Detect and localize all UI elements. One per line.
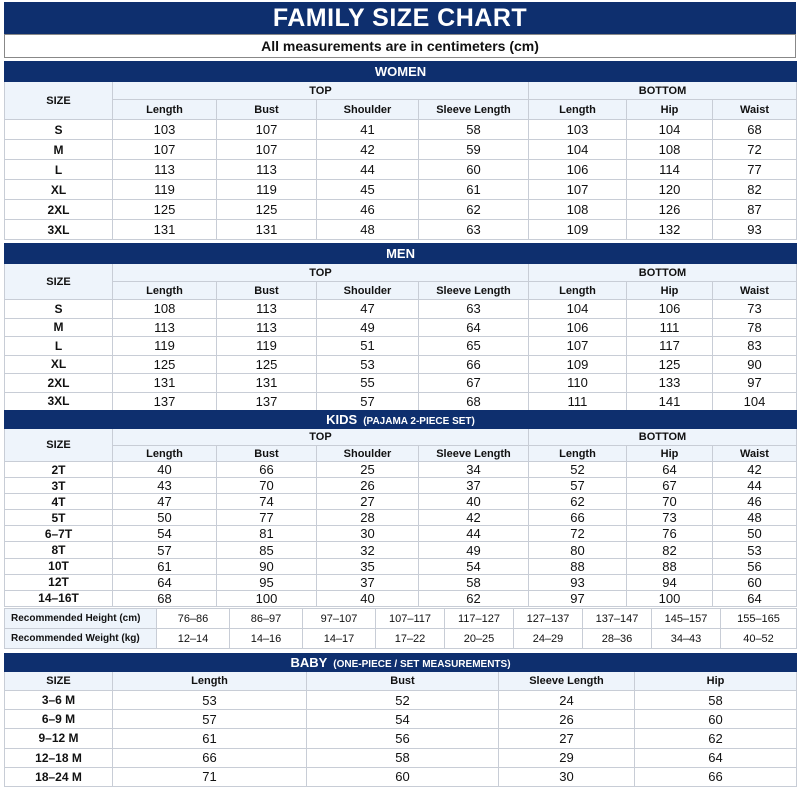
measurement-cell: 107 xyxy=(217,120,317,140)
table-row xyxy=(5,392,797,411)
recommended-label: Recommended Height (cm) xyxy=(5,609,157,629)
women-size-table xyxy=(4,61,797,240)
size-column-header: SIZE xyxy=(5,429,113,462)
measurement-cell: 62 xyxy=(635,729,797,748)
measurement-cell: 87 xyxy=(713,200,797,220)
measurement-cell: 45 xyxy=(317,180,419,200)
kids-heading-note: (PAJAMA 2-PIECE SET) xyxy=(363,416,475,427)
measurement-cell: 103 xyxy=(113,120,217,140)
measurement-cell: 30 xyxy=(499,767,635,786)
measurement-cell: 131 xyxy=(113,220,217,240)
column-header: Bust xyxy=(217,446,317,462)
measurement-cell: 34 xyxy=(419,462,529,478)
column-header: Hip xyxy=(627,446,713,462)
kids-heading xyxy=(5,411,797,429)
measurement-cell: 104 xyxy=(713,392,797,411)
measurement-cell: 109 xyxy=(529,355,627,374)
men-heading: MEN xyxy=(5,244,797,264)
table-row xyxy=(5,510,797,526)
table-row xyxy=(5,767,797,786)
size-cell: L xyxy=(5,337,113,356)
size-cell: 3XL xyxy=(5,392,113,411)
measurement-cell: 107 xyxy=(113,140,217,160)
measurement-cell: 59 xyxy=(419,140,529,160)
measurement-cell: 27 xyxy=(499,729,635,748)
measurement-cell: 49 xyxy=(419,542,529,558)
table-row xyxy=(5,355,797,374)
recommended-label: Recommended Weight (kg) xyxy=(5,629,157,649)
measurement-cell: 93 xyxy=(713,220,797,240)
measurement-cell: 61 xyxy=(113,558,217,574)
measurement-cell: 40 xyxy=(113,462,217,478)
table-row xyxy=(5,590,797,606)
measurement-cell: 133 xyxy=(627,374,713,393)
column-header: Length xyxy=(113,282,217,300)
measurement-cell: 49 xyxy=(317,318,419,337)
column-header: Bust xyxy=(217,100,317,120)
measurement-cell: 72 xyxy=(713,140,797,160)
measurement-cell: 51 xyxy=(317,337,419,356)
chart-title: FAMILY SIZE CHART xyxy=(4,2,796,34)
measurement-cell: 81 xyxy=(217,526,317,542)
size-cell: 10T xyxy=(5,558,113,574)
measurement-cell: 64 xyxy=(713,590,797,606)
measurement-cell: 85 xyxy=(217,542,317,558)
measurement-cell: 77 xyxy=(713,160,797,180)
column-header: Waist xyxy=(713,282,797,300)
measurement-cell: 73 xyxy=(627,510,713,526)
size-cell: M xyxy=(5,318,113,337)
measurement-cell: 113 xyxy=(217,318,317,337)
size-cell: 8T xyxy=(5,542,113,558)
measurement-cell: 50 xyxy=(713,526,797,542)
table-row xyxy=(5,140,797,160)
table-row xyxy=(5,318,797,337)
measurement-cell: 111 xyxy=(529,392,627,411)
measurement-cell: 67 xyxy=(627,478,713,494)
table-row xyxy=(5,220,797,240)
column-header: Length xyxy=(113,446,217,462)
measurement-cell: 90 xyxy=(217,558,317,574)
measurement-cell: 68 xyxy=(713,120,797,140)
size-column-header: SIZE xyxy=(5,672,113,691)
measurement-cell: 66 xyxy=(113,748,307,767)
measurement-cell: 63 xyxy=(419,300,529,319)
recommended-value: 107–117 xyxy=(376,609,445,629)
measurement-cell: 108 xyxy=(529,200,627,220)
measurement-cell: 30 xyxy=(317,526,419,542)
recommended-value: 86–97 xyxy=(230,609,303,629)
measurement-cell: 42 xyxy=(419,510,529,526)
recommended-value: 40–52 xyxy=(721,629,797,649)
measurement-cell: 42 xyxy=(317,140,419,160)
table-row xyxy=(5,200,797,220)
size-cell: XL xyxy=(5,180,113,200)
top-group-header: TOP xyxy=(113,264,529,282)
size-cell: 12T xyxy=(5,574,113,590)
measurement-cell: 73 xyxy=(713,300,797,319)
measurement-cell: 60 xyxy=(419,160,529,180)
measurement-cell: 53 xyxy=(317,355,419,374)
measurement-cell: 57 xyxy=(317,392,419,411)
measurement-cell: 125 xyxy=(217,355,317,374)
measurement-cell: 25 xyxy=(317,462,419,478)
column-header-row xyxy=(5,446,797,462)
baby-size-table xyxy=(4,653,797,787)
measurement-cell: 54 xyxy=(113,526,217,542)
measurement-cell: 107 xyxy=(529,337,627,356)
column-header: Hip xyxy=(635,672,797,691)
measurement-cell: 57 xyxy=(113,710,307,729)
recommended-value: 155–165 xyxy=(721,609,797,629)
measurement-cell: 71 xyxy=(113,767,307,786)
measurement-cell: 132 xyxy=(627,220,713,240)
recommended-value: 28–36 xyxy=(583,629,652,649)
size-cell: 6–7T xyxy=(5,526,113,542)
measurement-cell: 26 xyxy=(499,710,635,729)
measurement-cell: 66 xyxy=(635,767,797,786)
size-cell: 12–18 M xyxy=(5,748,113,767)
measurement-cell: 58 xyxy=(419,120,529,140)
column-header: Length xyxy=(113,672,307,691)
recommended-value: 24–29 xyxy=(514,629,583,649)
size-cell: XL xyxy=(5,355,113,374)
measurement-cell: 44 xyxy=(317,160,419,180)
measurement-cell: 47 xyxy=(113,494,217,510)
size-cell: 18–24 M xyxy=(5,767,113,786)
column-header: Waist xyxy=(713,446,797,462)
recommended-value: 117–127 xyxy=(445,609,514,629)
measurement-cell: 77 xyxy=(217,510,317,526)
measurement-cell: 66 xyxy=(419,355,529,374)
size-cell: 3–6 M xyxy=(5,691,113,710)
top-group-header: TOP xyxy=(113,429,529,446)
measurement-cell: 66 xyxy=(529,510,627,526)
measurement-cell: 62 xyxy=(529,494,627,510)
measurement-cell: 97 xyxy=(529,590,627,606)
measurement-cell: 61 xyxy=(419,180,529,200)
measurement-cell: 113 xyxy=(217,300,317,319)
size-cell: S xyxy=(5,300,113,319)
measurement-cell: 113 xyxy=(113,318,217,337)
table-row xyxy=(5,558,797,574)
table-row xyxy=(5,120,797,140)
measurement-cell: 104 xyxy=(529,300,627,319)
baby-heading xyxy=(5,654,797,672)
top-group-header: TOP xyxy=(113,82,529,100)
column-header: Hip xyxy=(627,100,713,120)
size-column-header: SIZE xyxy=(5,82,113,120)
size-cell: 2XL xyxy=(5,200,113,220)
measurement-cell: 106 xyxy=(529,160,627,180)
recommended-value: 34–43 xyxy=(652,629,721,649)
column-header: Bust xyxy=(307,672,499,691)
units-note: All measurements are in centimeters (cm) xyxy=(4,34,796,58)
measurement-cell: 109 xyxy=(529,220,627,240)
table-row xyxy=(5,526,797,542)
measurement-cell: 24 xyxy=(499,691,635,710)
recommended-value: 127–137 xyxy=(514,609,583,629)
column-header: Sleeve Length xyxy=(499,672,635,691)
measurement-cell: 56 xyxy=(713,558,797,574)
recommended-row xyxy=(5,609,797,629)
size-cell: 5T xyxy=(5,510,113,526)
measurement-cell: 100 xyxy=(627,590,713,606)
recommended-value: 12–14 xyxy=(157,629,230,649)
measurement-cell: 44 xyxy=(713,478,797,494)
table-row xyxy=(5,574,797,590)
measurement-cell: 125 xyxy=(113,355,217,374)
measurement-cell: 111 xyxy=(627,318,713,337)
measurement-cell: 37 xyxy=(317,574,419,590)
measurement-cell: 58 xyxy=(419,574,529,590)
recommended-table xyxy=(4,608,797,649)
table-row xyxy=(5,691,797,710)
measurement-cell: 46 xyxy=(317,200,419,220)
measurement-cell: 119 xyxy=(217,337,317,356)
measurement-cell: 60 xyxy=(635,710,797,729)
measurement-cell: 54 xyxy=(419,558,529,574)
table-row xyxy=(5,300,797,319)
size-cell: 2XL xyxy=(5,374,113,393)
measurement-cell: 70 xyxy=(627,494,713,510)
recommended-value: 17–22 xyxy=(376,629,445,649)
recommended-value: 76–86 xyxy=(157,609,230,629)
measurement-cell: 107 xyxy=(529,180,627,200)
measurement-cell: 97 xyxy=(713,374,797,393)
women-heading: WOMEN xyxy=(5,62,797,82)
measurement-cell: 68 xyxy=(419,392,529,411)
measurement-cell: 42 xyxy=(713,462,797,478)
column-header: Shoulder xyxy=(317,100,419,120)
measurement-cell: 100 xyxy=(217,590,317,606)
table-row xyxy=(5,542,797,558)
measurement-cell: 43 xyxy=(113,478,217,494)
baby-heading-note: (ONE-PIECE / SET MEASUREMENTS) xyxy=(333,659,511,670)
measurement-cell: 125 xyxy=(113,200,217,220)
column-header: Waist xyxy=(713,100,797,120)
measurement-cell: 74 xyxy=(217,494,317,510)
table-row xyxy=(5,374,797,393)
measurement-cell: 26 xyxy=(317,478,419,494)
measurement-cell: 48 xyxy=(317,220,419,240)
measurement-cell: 54 xyxy=(307,710,499,729)
measurement-cell: 107 xyxy=(217,140,317,160)
kids-size-table xyxy=(4,410,797,607)
column-header: Hip xyxy=(627,282,713,300)
size-cell: 9–12 M xyxy=(5,729,113,748)
column-header: Bust xyxy=(217,282,317,300)
measurement-cell: 60 xyxy=(307,767,499,786)
measurement-cell: 28 xyxy=(317,510,419,526)
measurement-cell: 72 xyxy=(529,526,627,542)
measurement-cell: 137 xyxy=(113,392,217,411)
measurement-cell: 37 xyxy=(419,478,529,494)
recommended-value: 14–16 xyxy=(230,629,303,649)
measurement-cell: 60 xyxy=(713,574,797,590)
size-column-header: SIZE xyxy=(5,264,113,300)
measurement-cell: 78 xyxy=(713,318,797,337)
measurement-cell: 64 xyxy=(635,748,797,767)
size-cell: 3T xyxy=(5,478,113,494)
measurement-cell: 52 xyxy=(307,691,499,710)
column-header: Length xyxy=(529,282,627,300)
recommended-value: 145–157 xyxy=(652,609,721,629)
measurement-cell: 57 xyxy=(529,478,627,494)
measurement-cell: 106 xyxy=(627,300,713,319)
measurement-cell: 64 xyxy=(627,462,713,478)
measurement-cell: 41 xyxy=(317,120,419,140)
measurement-cell: 46 xyxy=(713,494,797,510)
measurement-cell: 53 xyxy=(113,691,307,710)
column-header: Shoulder xyxy=(317,446,419,462)
measurement-cell: 131 xyxy=(217,374,317,393)
recommended-value: 14–17 xyxy=(303,629,376,649)
column-header: Sleeve Length xyxy=(419,446,529,462)
measurement-cell: 50 xyxy=(113,510,217,526)
size-cell: 3XL xyxy=(5,220,113,240)
measurement-cell: 114 xyxy=(627,160,713,180)
table-row xyxy=(5,462,797,478)
measurement-cell: 113 xyxy=(113,160,217,180)
measurement-cell: 62 xyxy=(419,200,529,220)
measurement-cell: 61 xyxy=(113,729,307,748)
measurement-cell: 82 xyxy=(713,180,797,200)
table-row xyxy=(5,710,797,729)
measurement-cell: 64 xyxy=(113,574,217,590)
measurement-cell: 108 xyxy=(113,300,217,319)
measurement-cell: 125 xyxy=(627,355,713,374)
measurement-cell: 65 xyxy=(419,337,529,356)
column-header: Length xyxy=(529,446,627,462)
size-cell: 14–16T xyxy=(5,590,113,606)
size-cell: S xyxy=(5,120,113,140)
column-header: Length xyxy=(113,100,217,120)
bottom-group-header: BOTTOM xyxy=(529,429,797,446)
measurement-cell: 35 xyxy=(317,558,419,574)
measurement-cell: 95 xyxy=(217,574,317,590)
table-row xyxy=(5,729,797,748)
column-header: Length xyxy=(529,100,627,120)
measurement-cell: 57 xyxy=(113,542,217,558)
measurement-cell: 80 xyxy=(529,542,627,558)
measurement-cell: 47 xyxy=(317,300,419,319)
measurement-cell: 44 xyxy=(419,526,529,542)
measurement-cell: 83 xyxy=(713,337,797,356)
measurement-cell: 53 xyxy=(713,542,797,558)
measurement-cell: 103 xyxy=(529,120,627,140)
measurement-cell: 58 xyxy=(635,691,797,710)
measurement-cell: 108 xyxy=(627,140,713,160)
men-size-table xyxy=(4,243,797,411)
measurement-cell: 66 xyxy=(217,462,317,478)
recommended-value: 20–25 xyxy=(445,629,514,649)
recommended-row xyxy=(5,629,797,649)
measurement-cell: 141 xyxy=(627,392,713,411)
measurement-cell: 62 xyxy=(419,590,529,606)
size-cell: 2T xyxy=(5,462,113,478)
measurement-cell: 119 xyxy=(113,337,217,356)
measurement-cell: 58 xyxy=(307,748,499,767)
size-cell: M xyxy=(5,140,113,160)
bottom-group-header: BOTTOM xyxy=(529,264,797,282)
measurement-cell: 106 xyxy=(529,318,627,337)
table-row xyxy=(5,160,797,180)
measurement-cell: 82 xyxy=(627,542,713,558)
measurement-cell: 125 xyxy=(217,200,317,220)
recommended-value: 137–147 xyxy=(583,609,652,629)
kids-heading-text: KIDS xyxy=(326,412,358,427)
measurement-cell: 76 xyxy=(627,526,713,542)
measurement-cell: 40 xyxy=(419,494,529,510)
column-header: Sleeve Length xyxy=(419,282,529,300)
measurement-cell: 63 xyxy=(419,220,529,240)
size-cell: L xyxy=(5,160,113,180)
measurement-cell: 40 xyxy=(317,590,419,606)
column-header-row xyxy=(5,282,797,300)
measurement-cell: 29 xyxy=(499,748,635,767)
measurement-cell: 119 xyxy=(217,180,317,200)
size-cell: 6–9 M xyxy=(5,710,113,729)
measurement-cell: 90 xyxy=(713,355,797,374)
measurement-cell: 119 xyxy=(113,180,217,200)
measurement-cell: 64 xyxy=(419,318,529,337)
measurement-cell: 94 xyxy=(627,574,713,590)
measurement-cell: 52 xyxy=(529,462,627,478)
table-row xyxy=(5,748,797,767)
measurement-cell: 55 xyxy=(317,374,419,393)
table-row xyxy=(5,478,797,494)
measurement-cell: 93 xyxy=(529,574,627,590)
column-header: Shoulder xyxy=(317,282,419,300)
measurement-cell: 137 xyxy=(217,392,317,411)
measurement-cell: 48 xyxy=(713,510,797,526)
measurement-cell: 126 xyxy=(627,200,713,220)
recommended-value: 97–107 xyxy=(303,609,376,629)
measurement-cell: 104 xyxy=(529,140,627,160)
table-row xyxy=(5,180,797,200)
measurement-cell: 131 xyxy=(217,220,317,240)
size-cell: 4T xyxy=(5,494,113,510)
measurement-cell: 32 xyxy=(317,542,419,558)
column-header-row xyxy=(5,100,797,120)
column-header-row xyxy=(5,672,797,691)
measurement-cell: 68 xyxy=(113,590,217,606)
measurement-cell: 70 xyxy=(217,478,317,494)
measurement-cell: 56 xyxy=(307,729,499,748)
column-header: Sleeve Length xyxy=(419,100,529,120)
measurement-cell: 88 xyxy=(529,558,627,574)
measurement-cell: 88 xyxy=(627,558,713,574)
table-row xyxy=(5,494,797,510)
measurement-cell: 131 xyxy=(113,374,217,393)
table-row xyxy=(5,337,797,356)
measurement-cell: 110 xyxy=(529,374,627,393)
measurement-cell: 104 xyxy=(627,120,713,140)
measurement-cell: 27 xyxy=(317,494,419,510)
baby-heading-text: BABY xyxy=(290,655,328,670)
measurement-cell: 67 xyxy=(419,374,529,393)
measurement-cell: 113 xyxy=(217,160,317,180)
bottom-group-header: BOTTOM xyxy=(529,82,797,100)
measurement-cell: 117 xyxy=(627,337,713,356)
measurement-cell: 120 xyxy=(627,180,713,200)
